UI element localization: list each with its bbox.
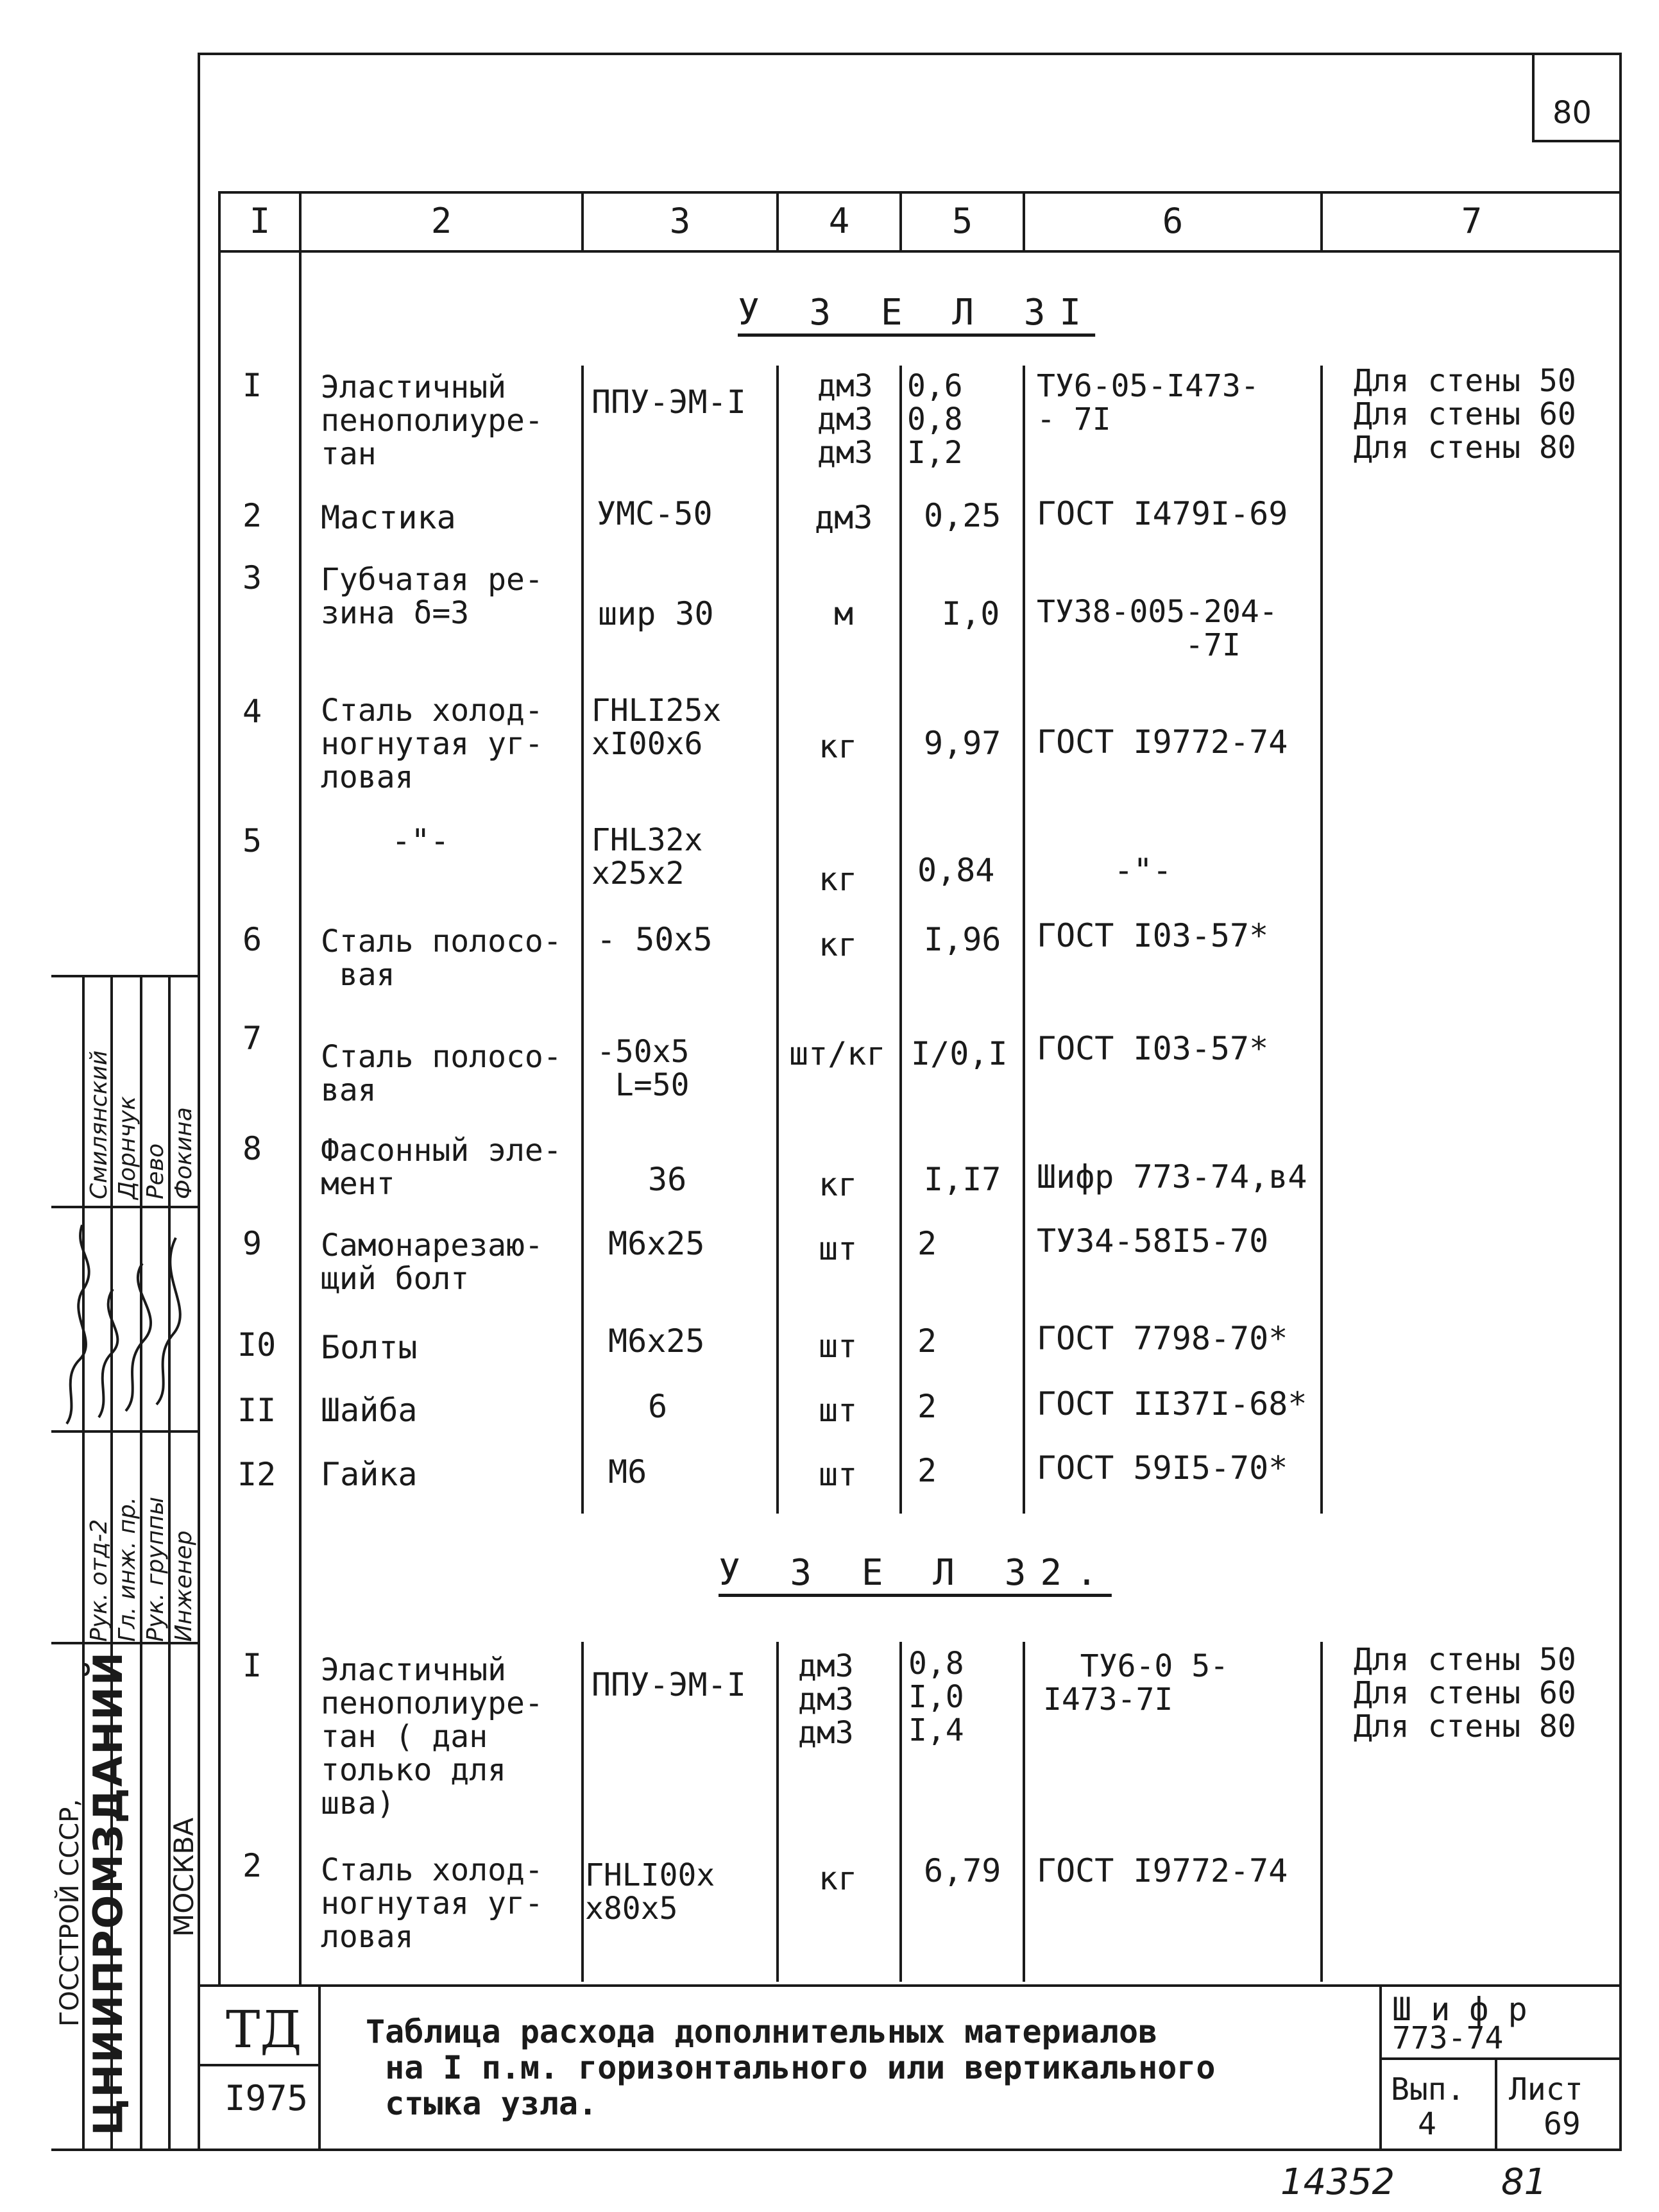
s1-r7-num: 7 bbox=[242, 1020, 262, 1057]
side-stamp-top bbox=[51, 975, 199, 977]
stamp-top-border bbox=[198, 1984, 1622, 1987]
section-title-uzel-31: У З Е Л 3I bbox=[738, 292, 1096, 333]
s1-r1-note: Для стены 50 Для стены 60 Для стены 80 bbox=[1354, 363, 1576, 466]
s1-r3-mark: шир 30 bbox=[598, 595, 714, 632]
stamp-code: ТД bbox=[226, 2000, 302, 2059]
s1-r1-doc: ТУ6-05-I473- - 7I bbox=[1037, 368, 1259, 437]
s1-r10-mark: М6х25 bbox=[608, 1322, 705, 1360]
s1-r4-unit: кг bbox=[819, 728, 858, 765]
s1-r10-name: Болты bbox=[321, 1329, 418, 1366]
s1-r3-name: Губчатая ре- зина δ=3 bbox=[321, 562, 543, 631]
table-header-bottom bbox=[218, 250, 1621, 253]
s1-r12-unit: шт bbox=[819, 1456, 858, 1493]
s1-r1-name: Эластичный пенополиуре- тан bbox=[321, 369, 543, 472]
s2-r1-qty: 0,8 I,0 I,4 bbox=[908, 1646, 964, 1748]
side-stamp-org: ГОССТРОЙ СССР, bbox=[55, 1798, 85, 2027]
frame-bottom-border bbox=[51, 2149, 1622, 2151]
stamp-list-value: 69 bbox=[1544, 2106, 1581, 2142]
s1-r11-num: II bbox=[237, 1392, 276, 1429]
stamp-list-label: Лист bbox=[1509, 2072, 1583, 2107]
s1-r9-num: 9 bbox=[242, 1225, 262, 1262]
side-stamp-row-divider-2 bbox=[51, 1430, 199, 1433]
s1-r2-name: Мастика bbox=[321, 499, 456, 536]
s1-r5-num: 5 bbox=[242, 822, 262, 859]
side-stamp-role-3: Рук. группы bbox=[142, 1496, 169, 1642]
s2-r1-unit: дм3 дм3 дм3 bbox=[798, 1648, 854, 1751]
s1-r8-unit: кг bbox=[819, 1166, 858, 1203]
side-stamp-row-divider-1 bbox=[51, 1206, 199, 1208]
s2-r2-doc: ГОСТ I9772-74 bbox=[1037, 1852, 1288, 1889]
s1-r9-mark: М6х25 bbox=[608, 1225, 705, 1262]
s1-r9-name: Самонарезаю- щий болт bbox=[321, 1228, 543, 1297]
s1-r4-name: Сталь холод- ногнутая уг- ловая bbox=[321, 693, 543, 795]
s1-r12-qty: 2 bbox=[917, 1452, 937, 1489]
s1-r2-num: 2 bbox=[242, 497, 262, 534]
s2-col-divider-2 bbox=[581, 1642, 584, 1982]
s2-r1-note: Для стены 50 Для стены 60 Для стены 80 bbox=[1354, 1642, 1576, 1744]
stamp-shifr-divider bbox=[1379, 2057, 1622, 2060]
side-stamp-role-2: Гл. инж. пр. bbox=[114, 1496, 140, 1642]
stamp-divider-left bbox=[318, 1984, 321, 2150]
s1-r12-name: Гайка bbox=[321, 1456, 418, 1493]
stamp-code-year-divider bbox=[198, 2064, 319, 2066]
side-stamp-city: МОСКВА bbox=[168, 1818, 200, 1937]
s1-r4-mark: ГНLI25х хI00х6 bbox=[591, 693, 722, 762]
s1-col-divider-5 bbox=[1023, 366, 1025, 1514]
s2-r2-mark: ГНLI00х х80х5 bbox=[585, 1857, 715, 1927]
page-number-box-bottom bbox=[1532, 140, 1622, 142]
s1-r6-unit: кг bbox=[819, 926, 858, 963]
s1-r4-num: 4 bbox=[242, 693, 262, 730]
s1-r10-num: I0 bbox=[237, 1326, 276, 1364]
s1-r10-unit: шт bbox=[819, 1328, 858, 1365]
header-col-2: 2 bbox=[430, 201, 452, 241]
s1-col-divider-2 bbox=[581, 366, 584, 1514]
header-col-7: 7 bbox=[1461, 201, 1483, 241]
s1-col-divider-6 bbox=[1320, 366, 1323, 1514]
header-col-5: 5 bbox=[951, 201, 973, 241]
table-left-border bbox=[218, 191, 221, 1984]
s1-r8-name: Фасонный эле- мент bbox=[321, 1133, 562, 1202]
footer-page-number: 81 bbox=[1501, 2161, 1547, 2203]
s1-r4-doc: ГОСТ I9772-74 bbox=[1037, 723, 1288, 761]
side-stamp-role-1: Рук. отд-2 bbox=[86, 1519, 112, 1642]
header-col-4: 4 bbox=[828, 201, 850, 241]
s1-r1-qty: 0,6 0,8 I,2 bbox=[907, 368, 963, 471]
s1-r1-mark: ППУ-ЭМ-I bbox=[591, 384, 746, 421]
stamp-shifr-value: 773-74 bbox=[1392, 2020, 1504, 2056]
stamp-title: Таблица расхода дополнительных материалов на I п.м. горизонтального или вертикального стыка узла. bbox=[366, 2013, 1216, 2122]
s1-r8-qty: I,I7 bbox=[924, 1161, 1001, 1198]
s2-r1-doc: ТУ6-0 5- I473-7I bbox=[1043, 1648, 1229, 1718]
s1-r12-mark: М6 bbox=[608, 1453, 647, 1490]
s1-r12-doc: ГОСТ 59I5-70* bbox=[1037, 1449, 1288, 1487]
s1-r6-doc: ГОСТ I03-57* bbox=[1037, 917, 1269, 954]
s1-r9-qty: 2 bbox=[917, 1225, 937, 1262]
section-title-uzel-32: У З Е Л 32. bbox=[719, 1552, 1112, 1594]
s1-r7-doc: ГОСТ I03-57* bbox=[1037, 1030, 1269, 1067]
stamp-vyp-value: 4 bbox=[1418, 2106, 1436, 2142]
side-stamp-name-2: Дорнчук bbox=[114, 1096, 140, 1199]
s2-r1-num: I bbox=[242, 1647, 262, 1684]
s1-r5-name: -"- bbox=[334, 822, 450, 859]
s1-r9-unit: шт bbox=[819, 1230, 858, 1267]
s1-r11-doc: ГОСТ II37I-68* bbox=[1037, 1385, 1307, 1423]
s1-r1-num: I bbox=[242, 367, 262, 404]
s1-r9-doc: ТУ34-58I5-70 bbox=[1037, 1222, 1269, 1260]
s1-r12-num: I2 bbox=[237, 1456, 276, 1493]
frame-top-border bbox=[198, 53, 1622, 55]
side-stamp-name-1: Смилянский bbox=[86, 1050, 112, 1199]
s2-col-divider-4 bbox=[899, 1642, 902, 1982]
s1-r11-mark: 6 bbox=[648, 1388, 668, 1425]
s2-r2-num: 2 bbox=[242, 1847, 262, 1884]
s1-r7-qty: I/0,I bbox=[911, 1035, 1008, 1072]
header-col-1: I bbox=[249, 201, 271, 241]
s1-r7-mark: -50х5 L=50 bbox=[597, 1034, 690, 1103]
s1-r3-qty: I,0 bbox=[942, 595, 1000, 632]
s1-r2-mark: УМС-50 bbox=[597, 495, 713, 532]
s1-r7-unit: шт/кг bbox=[789, 1035, 886, 1072]
s1-r11-unit: шт bbox=[819, 1392, 858, 1429]
footer-archive-number: 14352 bbox=[1280, 2161, 1395, 2203]
header-col-3: 3 bbox=[669, 201, 691, 241]
header-col-6: 6 bbox=[1162, 201, 1184, 241]
s1-r6-mark: - 50х5 bbox=[597, 921, 713, 958]
side-stamp-role-4: Инженер bbox=[171, 1530, 197, 1642]
s1-r11-name: Шайба bbox=[321, 1392, 418, 1429]
s1-r8-num: 8 bbox=[242, 1130, 262, 1167]
s1-r3-unit: м bbox=[834, 595, 854, 632]
side-stamp-row-divider-3 bbox=[51, 1642, 199, 1644]
s1-r11-qty: 2 bbox=[917, 1388, 937, 1425]
col-divider-1 bbox=[299, 191, 302, 1984]
s1-r1-unit: дм3 дм3 дм3 bbox=[817, 368, 873, 471]
s1-r8-mark: 36 bbox=[648, 1161, 687, 1198]
s1-r10-doc: ГОСТ 7798-70* bbox=[1037, 1320, 1288, 1357]
side-stamp-name-3: Рево bbox=[142, 1143, 169, 1199]
s2-col-divider-5 bbox=[1023, 1642, 1025, 1982]
s1-r5-mark: ГНL32х х25х2 bbox=[591, 822, 703, 891]
stamp-shifr-label: Ш и ф р bbox=[1392, 1991, 1527, 2028]
s1-r4-qty: 9,97 bbox=[924, 725, 1001, 762]
stamp-vyp-label: Вып. bbox=[1391, 2072, 1465, 2107]
s1-r2-unit: дм3 bbox=[815, 499, 873, 536]
page-number: 80 bbox=[1553, 95, 1592, 131]
frame-right-border bbox=[1619, 53, 1622, 2151]
page-number-box-left bbox=[1532, 53, 1535, 142]
s2-r1-mark: ППУ-ЭМ-I bbox=[591, 1666, 746, 1703]
s1-r7-name: Сталь полосо- вая bbox=[321, 1039, 562, 1108]
side-stamp-signatures bbox=[54, 1212, 199, 1430]
s1-r5-qty: 0,84 bbox=[917, 852, 995, 889]
s2-r2-qty: 6,79 bbox=[924, 1852, 1001, 1889]
s1-r6-name: Сталь полосо- вая bbox=[321, 924, 562, 993]
s2-r2-unit: кг bbox=[819, 1860, 858, 1897]
s1-r5-unit: кг bbox=[819, 861, 858, 898]
s1-r3-doc: ТУ38-005-204- -7I bbox=[1037, 594, 1278, 663]
s1-r2-qty: 0,25 bbox=[924, 497, 1001, 534]
s2-col-divider-3 bbox=[776, 1642, 779, 1982]
s1-col-divider-3 bbox=[776, 366, 779, 1514]
s1-r8-doc: Шифр 773-74,в4 bbox=[1037, 1158, 1307, 1195]
s1-r5-doc: -"- bbox=[1037, 852, 1172, 889]
s1-r6-num: 6 bbox=[242, 921, 262, 958]
stamp-divider-right bbox=[1379, 1984, 1382, 2150]
s1-r10-qty: 2 bbox=[917, 1322, 937, 1360]
s1-r2-doc: ГОСТ I479I-69 bbox=[1037, 495, 1288, 532]
s2-r2-name: Сталь холод- ногнутая уг- ловая bbox=[321, 1852, 543, 1955]
side-stamp-name-4: Фокина bbox=[171, 1107, 197, 1199]
stamp-vyp-list-divider bbox=[1495, 2057, 1497, 2150]
s2-col-divider-6 bbox=[1320, 1642, 1323, 1982]
s2-r1-name: Эластичный пенополиуре- тан ( дан только для шва) bbox=[321, 1652, 543, 1821]
s1-r3-num: 3 bbox=[242, 559, 262, 596]
s1-col-divider-4 bbox=[899, 366, 902, 1514]
s1-r6-qty: I,96 bbox=[924, 921, 1001, 958]
side-stamp-institute: ЦНИИПРОМЗДАНИЙ bbox=[85, 1651, 132, 2136]
stamp-year: I975 bbox=[225, 2078, 309, 2118]
